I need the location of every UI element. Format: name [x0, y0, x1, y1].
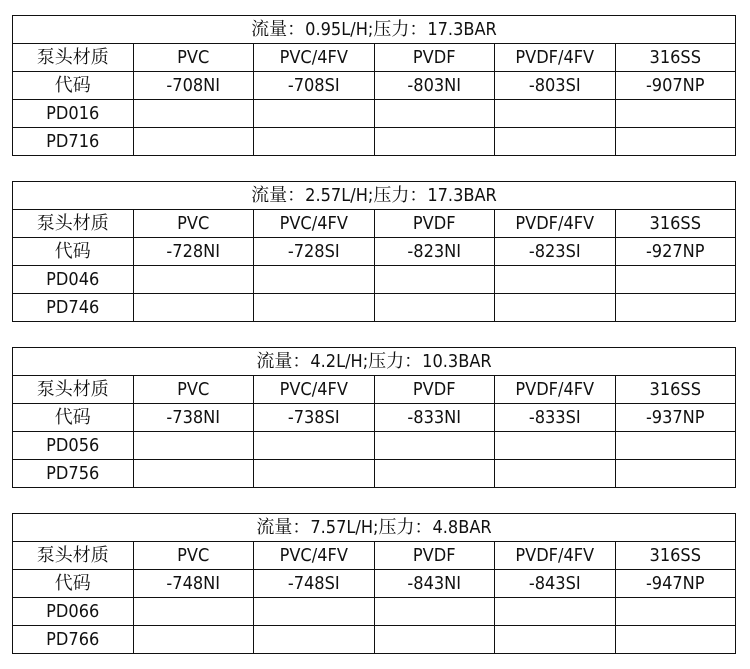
model-cell: PD756: [13, 460, 134, 488]
material-cell: PVDF/4FV: [495, 210, 616, 238]
spec-table-2: [12, 181, 736, 322]
pump-head-material-label: 泵头材质: [13, 210, 134, 238]
code-cell: -823SI: [495, 238, 616, 266]
code-cell: -708SI: [254, 72, 375, 100]
spec-table-4: [12, 513, 736, 654]
material-cell: PVC/4FV: [254, 542, 375, 570]
code-cell: -833NI: [374, 404, 495, 432]
material-cell: PVC: [133, 376, 254, 404]
empty-cell: [254, 432, 375, 460]
empty-cell: [254, 626, 375, 654]
model-row: [13, 626, 736, 654]
empty-cell: [133, 598, 254, 626]
model-row: [13, 266, 736, 294]
empty-cell: [133, 294, 254, 322]
empty-cell: [254, 100, 375, 128]
empty-cell: [254, 128, 375, 156]
table-title: 流量：4.2L/H;压力：10.3BAR: [13, 348, 736, 376]
title-row: [13, 182, 736, 210]
empty-cell: [495, 598, 616, 626]
model-row: [13, 128, 736, 156]
code-cell: -907NP: [615, 72, 736, 100]
code-cell: -803SI: [495, 72, 616, 100]
empty-cell: [615, 128, 736, 156]
code-cell: -803NI: [374, 72, 495, 100]
empty-cell: [615, 100, 736, 128]
pump-head-material-label: 泵头材质: [13, 376, 134, 404]
code-cell: -823NI: [374, 238, 495, 266]
title-row: [13, 16, 736, 44]
code-cell: -728NI: [133, 238, 254, 266]
empty-cell: [374, 266, 495, 294]
material-cell: PVC/4FV: [254, 376, 375, 404]
code-row: [13, 570, 736, 598]
code-label: 代码: [13, 404, 134, 432]
empty-cell: [133, 460, 254, 488]
code-cell: -708NI: [133, 72, 254, 100]
code-cell: -947NP: [615, 570, 736, 598]
material-cell: PVDF: [374, 210, 495, 238]
material-cell: PVDF/4FV: [495, 44, 616, 72]
material-cell: PVDF: [374, 542, 495, 570]
pump-head-material-label: 泵头材质: [13, 542, 134, 570]
code-label: 代码: [13, 570, 134, 598]
model-cell: PD046: [13, 266, 134, 294]
model-row: [13, 100, 736, 128]
code-row: [13, 404, 736, 432]
empty-cell: [615, 294, 736, 322]
material-header-row: [13, 376, 736, 404]
model-row: [13, 294, 736, 322]
model-cell: PD016: [13, 100, 134, 128]
material-cell: PVC: [133, 542, 254, 570]
model-cell: PD746: [13, 294, 134, 322]
empty-cell: [374, 100, 495, 128]
table-title: 流量：0.95L/H;压力：17.3BAR: [13, 16, 736, 44]
spec-table-1: [12, 15, 736, 156]
empty-cell: [254, 460, 375, 488]
code-cell: -937NP: [615, 404, 736, 432]
empty-cell: [374, 432, 495, 460]
empty-cell: [374, 626, 495, 654]
empty-cell: [495, 128, 616, 156]
code-cell: -927NP: [615, 238, 736, 266]
code-cell: -843NI: [374, 570, 495, 598]
empty-cell: [615, 598, 736, 626]
code-cell: -748NI: [133, 570, 254, 598]
code-cell: -728SI: [254, 238, 375, 266]
empty-cell: [495, 460, 616, 488]
material-cell: 316SS: [615, 210, 736, 238]
material-cell: PVC/4FV: [254, 210, 375, 238]
title-row: [13, 348, 736, 376]
spec-table-3: [12, 347, 736, 488]
material-header-row: [13, 542, 736, 570]
table-title: 流量：7.57L/H;压力：4.8BAR: [13, 514, 736, 542]
material-cell: PVDF/4FV: [495, 542, 616, 570]
model-row: [13, 460, 736, 488]
model-row: [13, 598, 736, 626]
code-cell: -748SI: [254, 570, 375, 598]
material-cell: PVDF: [374, 44, 495, 72]
empty-cell: [133, 128, 254, 156]
code-row: [13, 72, 736, 100]
code-cell: -833SI: [495, 404, 616, 432]
empty-cell: [254, 266, 375, 294]
material-cell: 316SS: [615, 542, 736, 570]
code-row: [13, 238, 736, 266]
empty-cell: [254, 598, 375, 626]
code-label: 代码: [13, 238, 134, 266]
empty-cell: [133, 432, 254, 460]
material-cell: 316SS: [615, 44, 736, 72]
code-cell: -738SI: [254, 404, 375, 432]
model-cell: PD056: [13, 432, 134, 460]
empty-cell: [133, 100, 254, 128]
material-header-row: [13, 210, 736, 238]
empty-cell: [374, 598, 495, 626]
empty-cell: [495, 432, 616, 460]
model-row: [13, 432, 736, 460]
model-cell: PD716: [13, 128, 134, 156]
material-cell: 316SS: [615, 376, 736, 404]
empty-cell: [615, 432, 736, 460]
model-cell: PD066: [13, 598, 134, 626]
table-title: 流量：2.57L/H;压力：17.3BAR: [13, 182, 736, 210]
empty-cell: [133, 266, 254, 294]
empty-cell: [374, 128, 495, 156]
empty-cell: [254, 294, 375, 322]
material-cell: PVC: [133, 44, 254, 72]
code-cell: -738NI: [133, 404, 254, 432]
empty-cell: [615, 460, 736, 488]
empty-cell: [615, 266, 736, 294]
empty-cell: [615, 626, 736, 654]
code-label: 代码: [13, 72, 134, 100]
material-cell: PVC: [133, 210, 254, 238]
material-cell: PVC/4FV: [254, 44, 375, 72]
empty-cell: [495, 294, 616, 322]
material-cell: PVDF/4FV: [495, 376, 616, 404]
pump-head-material-label: 泵头材质: [13, 44, 134, 72]
empty-cell: [495, 266, 616, 294]
empty-cell: [133, 626, 254, 654]
empty-cell: [495, 100, 616, 128]
title-row: [13, 514, 736, 542]
material-cell: PVDF: [374, 376, 495, 404]
empty-cell: [495, 626, 616, 654]
code-cell: -843SI: [495, 570, 616, 598]
model-cell: PD766: [13, 626, 134, 654]
material-header-row: [13, 44, 736, 72]
empty-cell: [374, 294, 495, 322]
empty-cell: [374, 460, 495, 488]
